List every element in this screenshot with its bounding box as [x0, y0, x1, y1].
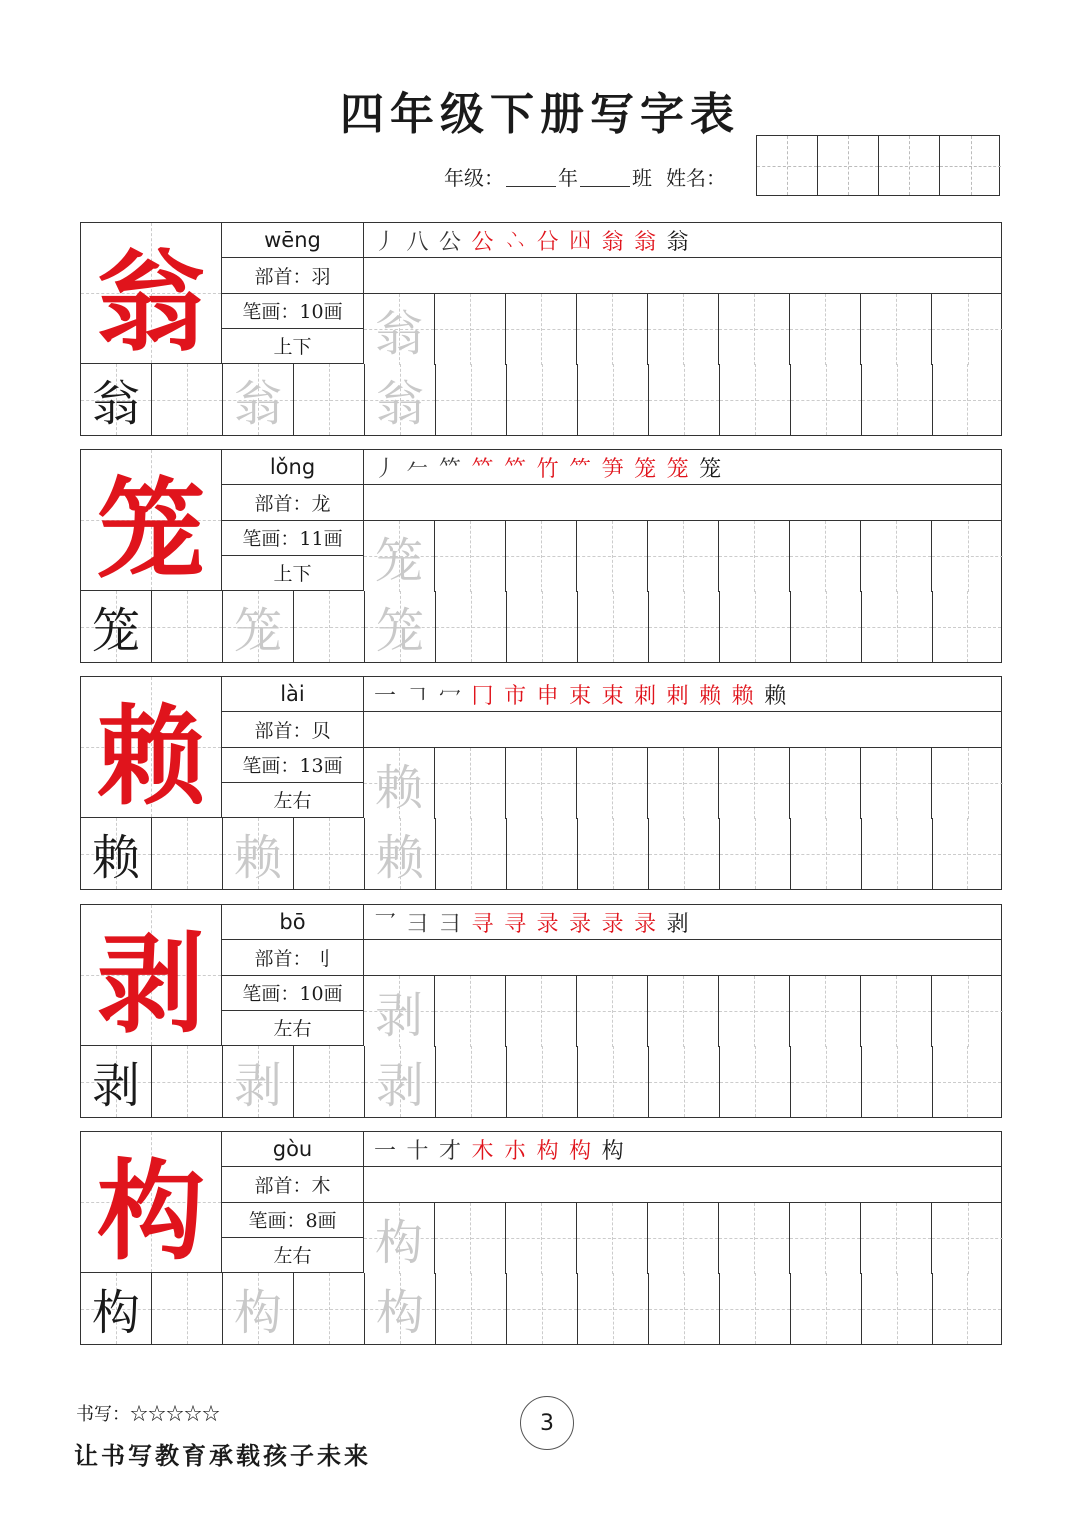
practice-cell[interactable] — [435, 521, 506, 592]
practice-cell[interactable] — [578, 364, 649, 435]
practice-cell[interactable] — [364, 748, 435, 819]
stroke-step: 录 — [536, 911, 559, 937]
model-character-box — [81, 905, 222, 1046]
practice-cell[interactable] — [577, 294, 648, 365]
name-label: 姓名： — [666, 165, 726, 190]
practice-cell[interactable] — [507, 818, 578, 889]
practice-cell[interactable] — [435, 976, 506, 1047]
practice-cell[interactable] — [436, 818, 507, 889]
stroke-step: 公 — [471, 229, 494, 255]
reference-character: 构 — [91, 1285, 140, 1341]
practice-cell[interactable] — [932, 1203, 1003, 1274]
practice-cell[interactable] — [364, 521, 435, 592]
blank-row — [364, 1167, 1001, 1202]
practice-cell[interactable] — [152, 818, 223, 889]
practice-cell[interactable] — [933, 591, 1001, 662]
practice-cell[interactable] — [791, 364, 862, 435]
practice-cell[interactable] — [649, 591, 720, 662]
stroke-step: 赖 — [764, 683, 787, 709]
practice-cell[interactable] — [577, 976, 648, 1047]
stroke-step: 朩 — [504, 1138, 527, 1164]
practice-cell[interactable] — [861, 976, 932, 1047]
practice-cell[interactable] — [791, 1273, 862, 1344]
trace-character: 赖 — [375, 830, 424, 886]
year-label: 年 — [558, 165, 578, 190]
name-writing-box[interactable] — [756, 135, 1000, 196]
practice-cell[interactable] — [790, 748, 861, 819]
stroke-step: 构 — [536, 1138, 559, 1164]
practice-cell[interactable] — [933, 1273, 1001, 1344]
model-character-box — [81, 450, 222, 591]
page-title: 四年级下册写字表 — [340, 89, 740, 140]
blank-row — [364, 485, 1001, 520]
practice-cell[interactable] — [720, 591, 791, 662]
model-character: 构 — [96, 1148, 205, 1275]
name-cell[interactable] — [879, 136, 940, 195]
practice-cell[interactable] — [365, 1273, 436, 1344]
practice-cell[interactable] — [364, 976, 435, 1047]
practice-cell[interactable] — [365, 818, 436, 889]
character-block — [80, 676, 1002, 890]
stroke-order-row — [364, 450, 1001, 485]
practice-cell[interactable] — [649, 1046, 720, 1117]
character-block — [80, 1131, 1002, 1345]
practice-cell[interactable] — [365, 364, 436, 435]
model-character: 剥 — [96, 921, 205, 1048]
practice-cell[interactable] — [790, 976, 861, 1047]
practice-cell[interactable] — [152, 591, 223, 662]
practice-cell[interactable] — [719, 294, 790, 365]
practice-cell[interactable] — [294, 818, 365, 889]
stroke-order-row — [364, 1132, 1001, 1167]
practice-cell[interactable] — [932, 976, 1003, 1047]
stroke-step: 笋 — [601, 456, 624, 482]
trace-character: 构 — [374, 1214, 423, 1271]
practice-cell[interactable] — [861, 1203, 932, 1274]
practice-cell[interactable] — [81, 818, 152, 889]
model-character-box — [81, 677, 222, 818]
practice-cell[interactable] — [861, 294, 932, 365]
practice-cell[interactable] — [152, 1046, 223, 1117]
trace-character: 笼 — [233, 603, 282, 659]
stroke-step: 木 — [471, 1138, 494, 1164]
stroke-step: 才 — [439, 1138, 462, 1164]
stroke-step: 构 — [569, 1138, 592, 1164]
practice-cell[interactable] — [578, 1046, 649, 1117]
practice-cell[interactable] — [933, 818, 1001, 889]
stroke-step: 公 — [439, 229, 462, 255]
practice-cell[interactable] — [862, 591, 933, 662]
blank-row — [364, 940, 1001, 975]
info-strokes: 笔画：10画 — [222, 294, 364, 329]
practice-cell[interactable] — [577, 748, 648, 819]
stroke-step: 束 — [569, 683, 592, 709]
info-pinyin: wēng — [222, 223, 364, 258]
practice-cell[interactable] — [294, 1273, 365, 1344]
practice-cell[interactable] — [791, 818, 862, 889]
practice-cell[interactable] — [81, 1273, 152, 1344]
year-blank[interactable] — [506, 166, 556, 187]
practice-cell[interactable] — [719, 976, 790, 1047]
practice-cell[interactable] — [507, 591, 578, 662]
practice-cell[interactable] — [81, 591, 152, 662]
slogan: 让书写教育承载孩子未来 — [74, 1441, 371, 1470]
blank-row — [364, 712, 1001, 747]
stroke-step: 寻 — [471, 911, 494, 937]
info-strokes: 笔画：10画 — [222, 976, 364, 1011]
practice-cell[interactable] — [436, 364, 507, 435]
practice-cell[interactable] — [790, 294, 861, 365]
info-pinyin: bō — [222, 905, 364, 940]
info-pinyin: gòu — [222, 1132, 364, 1167]
stroke-step: 丿 — [374, 456, 397, 482]
practice-cell[interactable] — [436, 591, 507, 662]
stroke-step: 笼 — [666, 456, 689, 482]
trace-character: 构 — [233, 1285, 282, 1341]
reference-character: 剥 — [91, 1058, 140, 1114]
stroke-step: 束 — [601, 683, 624, 709]
model-character-box — [81, 1132, 222, 1273]
practice-cell[interactable] — [364, 1203, 435, 1274]
practice-cell[interactable] — [861, 521, 932, 592]
stroke-step: 剥 — [666, 911, 689, 937]
practice-cell[interactable] — [506, 976, 577, 1047]
trace-character: 剥 — [233, 1058, 282, 1114]
practice-cell[interactable] — [791, 1046, 862, 1117]
stroke-step: 申 — [536, 683, 559, 709]
practice-cell[interactable] — [507, 364, 578, 435]
practice-cell[interactable] — [294, 1046, 365, 1117]
practice-cell[interactable] — [436, 1046, 507, 1117]
stroke-step: 市 — [504, 683, 527, 709]
stroke-step: ⺮ — [569, 456, 592, 482]
practice-cell[interactable] — [365, 1046, 436, 1117]
info-pinyin: lǒng — [222, 450, 364, 485]
trace-character: 构 — [375, 1285, 424, 1341]
practice-cell[interactable] — [81, 1046, 152, 1117]
practice-cell[interactable] — [506, 294, 577, 365]
practice-cell[interactable] — [578, 1273, 649, 1344]
stroke-step: 𠂉 — [406, 456, 429, 482]
stroke-step: 翁 — [666, 229, 689, 255]
trace-character: 赖 — [233, 830, 282, 886]
stroke-step: 录 — [601, 911, 624, 937]
practice-cell[interactable] — [648, 294, 719, 365]
stroke-step: 笼 — [634, 456, 657, 482]
trace-character: 笼 — [375, 603, 424, 659]
student-info-row — [444, 158, 726, 194]
practice-cell[interactable] — [435, 748, 506, 819]
practice-cell[interactable] — [648, 748, 719, 819]
stroke-step: 乛 — [374, 911, 397, 937]
practice-cell[interactable] — [365, 591, 436, 662]
stroke-step: 刺 — [634, 683, 657, 709]
class-label: 班 — [632, 165, 652, 190]
practice-cell[interactable] — [294, 364, 365, 435]
stroke-step: 赖 — [699, 683, 722, 709]
practice-cell[interactable] — [649, 1273, 720, 1344]
info-structure: 上下 — [222, 556, 364, 591]
practice-cell[interactable] — [649, 818, 720, 889]
stroke-step: 十 — [406, 1138, 429, 1164]
stroke-step: 𠃍 — [406, 683, 429, 709]
stroke-step: 𥫗 — [504, 456, 527, 482]
stroke-order-row — [364, 223, 1001, 258]
page-number: 3 — [520, 1396, 574, 1450]
info-radical: 部首：刂 — [222, 940, 364, 975]
stroke-step: 录 — [569, 911, 592, 937]
name-cell[interactable] — [757, 136, 818, 195]
practice-cell[interactable] — [648, 976, 719, 1047]
practice-cell[interactable] — [720, 818, 791, 889]
reference-character: 赖 — [91, 830, 140, 886]
practice-cell[interactable] — [152, 1273, 223, 1344]
practice-cell[interactable] — [435, 294, 506, 365]
stroke-step: 翁 — [601, 229, 624, 255]
stroke-step: 笼 — [699, 456, 722, 482]
practice-cell[interactable] — [933, 1046, 1001, 1117]
practice-cell[interactable] — [152, 364, 223, 435]
character-block — [80, 222, 1002, 436]
practice-cell[interactable] — [578, 591, 649, 662]
stroke-step: 丿 — [374, 229, 397, 255]
practice-cell[interactable] — [862, 1046, 933, 1117]
practice-cell[interactable] — [507, 1046, 578, 1117]
character-block — [80, 904, 1002, 1118]
info-radical: 部首：木 — [222, 1167, 364, 1202]
info-pinyin: lài — [222, 677, 364, 712]
info-structure: 左右 — [222, 783, 364, 818]
info-structure: 左右 — [222, 1238, 364, 1273]
stroke-step: 𥫗 — [439, 456, 462, 482]
practice-cell[interactable] — [862, 364, 933, 435]
practice-cell[interactable] — [223, 1273, 294, 1344]
model-character: 翁 — [96, 239, 205, 366]
model-character: 赖 — [96, 693, 205, 820]
writing-rating: 书写：☆☆☆☆☆ — [76, 1404, 220, 1425]
trace-character: 剥 — [374, 987, 423, 1044]
practice-cell[interactable] — [720, 364, 791, 435]
practice-cell[interactable] — [720, 1273, 791, 1344]
stroke-order-row — [364, 677, 1001, 712]
practice-cell[interactable] — [436, 1273, 507, 1344]
practice-cell[interactable] — [791, 591, 862, 662]
class-blank[interactable] — [580, 166, 630, 187]
trace-character: 笼 — [374, 532, 423, 589]
practice-cell[interactable] — [435, 1203, 506, 1274]
practice-cell[interactable] — [933, 364, 1001, 435]
stroke-step: 赖 — [731, 683, 754, 709]
stroke-step: 翁 — [634, 229, 657, 255]
trace-character: 翁 — [374, 305, 423, 362]
practice-cell[interactable] — [223, 364, 294, 435]
practice-cell[interactable] — [506, 521, 577, 592]
info-radical: 部首：羽 — [222, 258, 364, 293]
practice-cell[interactable] — [862, 1273, 933, 1344]
stroke-step: 𡆧 — [569, 228, 592, 254]
stroke-step: 八 — [406, 229, 429, 255]
reference-character: 翁 — [91, 376, 140, 432]
info-structure: 上下 — [222, 329, 364, 364]
practice-cell[interactable] — [506, 1203, 577, 1274]
stroke-step: 一 — [374, 683, 397, 709]
practice-cell[interactable] — [932, 521, 1003, 592]
info-strokes: 笔画：11画 — [222, 521, 364, 556]
grade-label: 年级： — [444, 165, 504, 190]
stroke-step: 彐 — [406, 911, 429, 937]
blank-row — [364, 258, 1001, 293]
stroke-step: 㕣 — [536, 229, 559, 255]
practice-cell[interactable] — [294, 591, 365, 662]
trace-character: 翁 — [375, 376, 424, 432]
info-structure: 左右 — [222, 1011, 364, 1046]
practice-cell[interactable] — [649, 364, 720, 435]
stroke-step: 剌 — [666, 683, 689, 709]
info-strokes: 笔画：8画 — [222, 1203, 364, 1238]
practice-cell[interactable] — [577, 1203, 648, 1274]
practice-cell[interactable] — [648, 521, 719, 592]
practice-cell[interactable] — [719, 521, 790, 592]
practice-cell[interactable] — [364, 294, 435, 365]
trace-character: 剥 — [375, 1058, 424, 1114]
stroke-step: 一 — [374, 1138, 397, 1164]
stroke-step: 构 — [601, 1138, 624, 1164]
stroke-step: 冖 — [439, 683, 462, 709]
reference-character: 笼 — [91, 603, 140, 659]
name-cell[interactable] — [940, 136, 1001, 195]
practice-cell[interactable] — [223, 818, 294, 889]
stroke-order-row — [364, 905, 1001, 940]
practice-cell[interactable] — [719, 1203, 790, 1274]
practice-cell[interactable] — [861, 748, 932, 819]
stroke-step: 录 — [634, 911, 657, 937]
model-character-box — [81, 223, 222, 364]
stroke-step: 𠁼 — [504, 228, 527, 254]
practice-cell[interactable] — [648, 1203, 719, 1274]
practice-cell[interactable] — [719, 748, 790, 819]
stroke-step: 寻 — [504, 911, 527, 937]
practice-cell[interactable] — [577, 521, 648, 592]
practice-cell[interactable] — [223, 591, 294, 662]
practice-cell[interactable] — [507, 1273, 578, 1344]
stroke-step: 冂 — [471, 683, 494, 709]
practice-cell[interactable] — [578, 818, 649, 889]
practice-cell[interactable] — [223, 1046, 294, 1117]
model-character: 笼 — [96, 466, 205, 593]
stroke-step: 𥫗 — [471, 456, 494, 482]
practice-cell[interactable] — [862, 818, 933, 889]
practice-cell[interactable] — [790, 1203, 861, 1274]
stroke-step: 竹 — [536, 456, 559, 482]
trace-character: 翁 — [233, 376, 282, 432]
practice-cell[interactable] — [790, 521, 861, 592]
practice-cell[interactable] — [506, 748, 577, 819]
info-radical: 部首：贝 — [222, 712, 364, 747]
info-radical: 部首：龙 — [222, 485, 364, 520]
stroke-step: 彐 — [439, 911, 462, 937]
practice-cell[interactable] — [720, 1046, 791, 1117]
trace-character: 赖 — [374, 759, 423, 816]
practice-cell[interactable] — [932, 748, 1003, 819]
practice-cell[interactable] — [81, 364, 152, 435]
name-cell[interactable] — [818, 136, 879, 195]
character-block — [80, 449, 1002, 663]
info-strokes: 笔画：13画 — [222, 748, 364, 783]
practice-cell[interactable] — [932, 294, 1003, 365]
